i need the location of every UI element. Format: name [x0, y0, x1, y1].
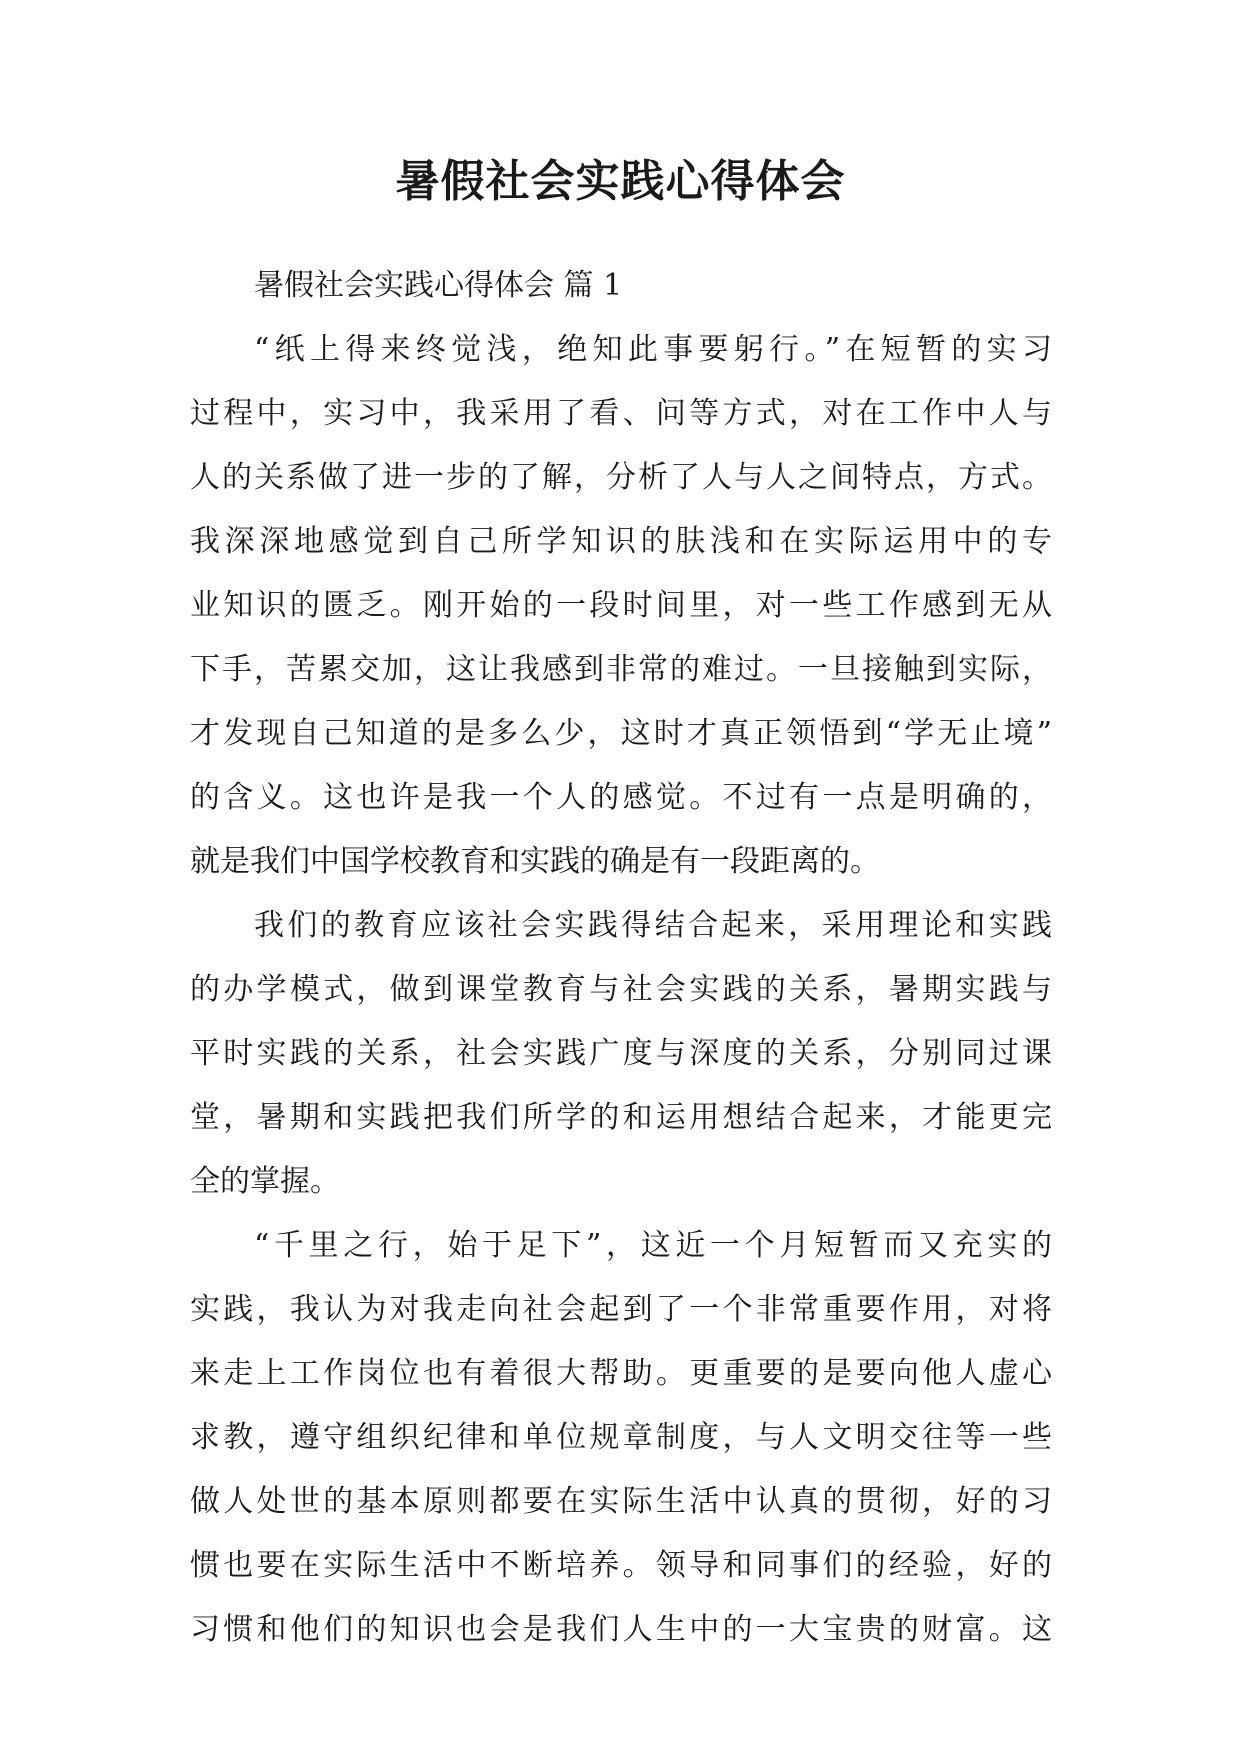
text-line: 平时实践的关系，社会实践广度与深度的关系，分别同过课 [190, 1036, 1052, 1071]
text-line: 的含义。这也许是我一个人的感觉。不过有一点是明确的， [190, 780, 1052, 815]
text-line: 的办学模式，做到课堂教育与社会实践的关系，暑期实践与 [190, 972, 1052, 1007]
text-line: 人的关系做了进一步的了解，分析了人与人之间特点，方式。 [190, 460, 1052, 495]
text-line: 来走上工作岗位也有着很大帮助。更重要的是要向他人虚心 [190, 1356, 1052, 1391]
text-line: 就是我们中国学校教育和实践的确是有一段距离的。 [190, 844, 880, 879]
text-line: 做人处世的基本原则都要在实际生活中认真的贯彻，好的习 [190, 1484, 1052, 1519]
text-line: 习惯和他们的知识也会是我们人生中的一大宝贵的财富。这 [190, 1612, 1052, 1647]
text-line: 堂，暑期和实践把我们所学的和运用想结合起来，才能更完 [190, 1100, 1052, 1135]
text-line: 过程中，实习中，我采用了看、问等方式，对在工作中人与 [190, 396, 1052, 431]
text-line: 下手，苦累交加，这让我感到非常的难过。一旦接触到实际， [190, 652, 1052, 687]
text-line: 才发现自己知道的是多么少，这时才真正领悟到“学无止境” [190, 716, 1052, 751]
text-line: 我们的教育应该社会实践得结合起来，采用理论和实践 [254, 908, 1052, 943]
text-line: 业知识的匮乏。刚开始的一段时间里，对一些工作感到无从 [190, 588, 1052, 623]
text-line: “纸上得来终觉浅，绝知此事要躬行。”在短暂的实习 [254, 332, 1052, 367]
document-body [190, 254, 1052, 1662]
text-line: 实践，我认为对我走向社会起到了一个非常重要作用，对将 [190, 1292, 1052, 1327]
text-line: 惯也要在实际生活中不断培养。领导和同事们的经验，好的 [190, 1548, 1052, 1583]
text-line: 全的掌握。 [190, 1164, 340, 1199]
text-line: 暑假社会实践心得体会 篇 1 [254, 268, 623, 303]
document-title: 暑假社会实践心得体会 [395, 156, 846, 207]
text-line: 我深深地感觉到自己所学知识的肤浅和在实际运用中的专 [190, 524, 1052, 559]
text-line: 求教，遵守组织纪律和单位规章制度，与人文明交往等一些 [190, 1420, 1052, 1455]
text-line: “千里之行，始于足下”，这近一个月短暂而又充实的 [254, 1228, 1052, 1263]
